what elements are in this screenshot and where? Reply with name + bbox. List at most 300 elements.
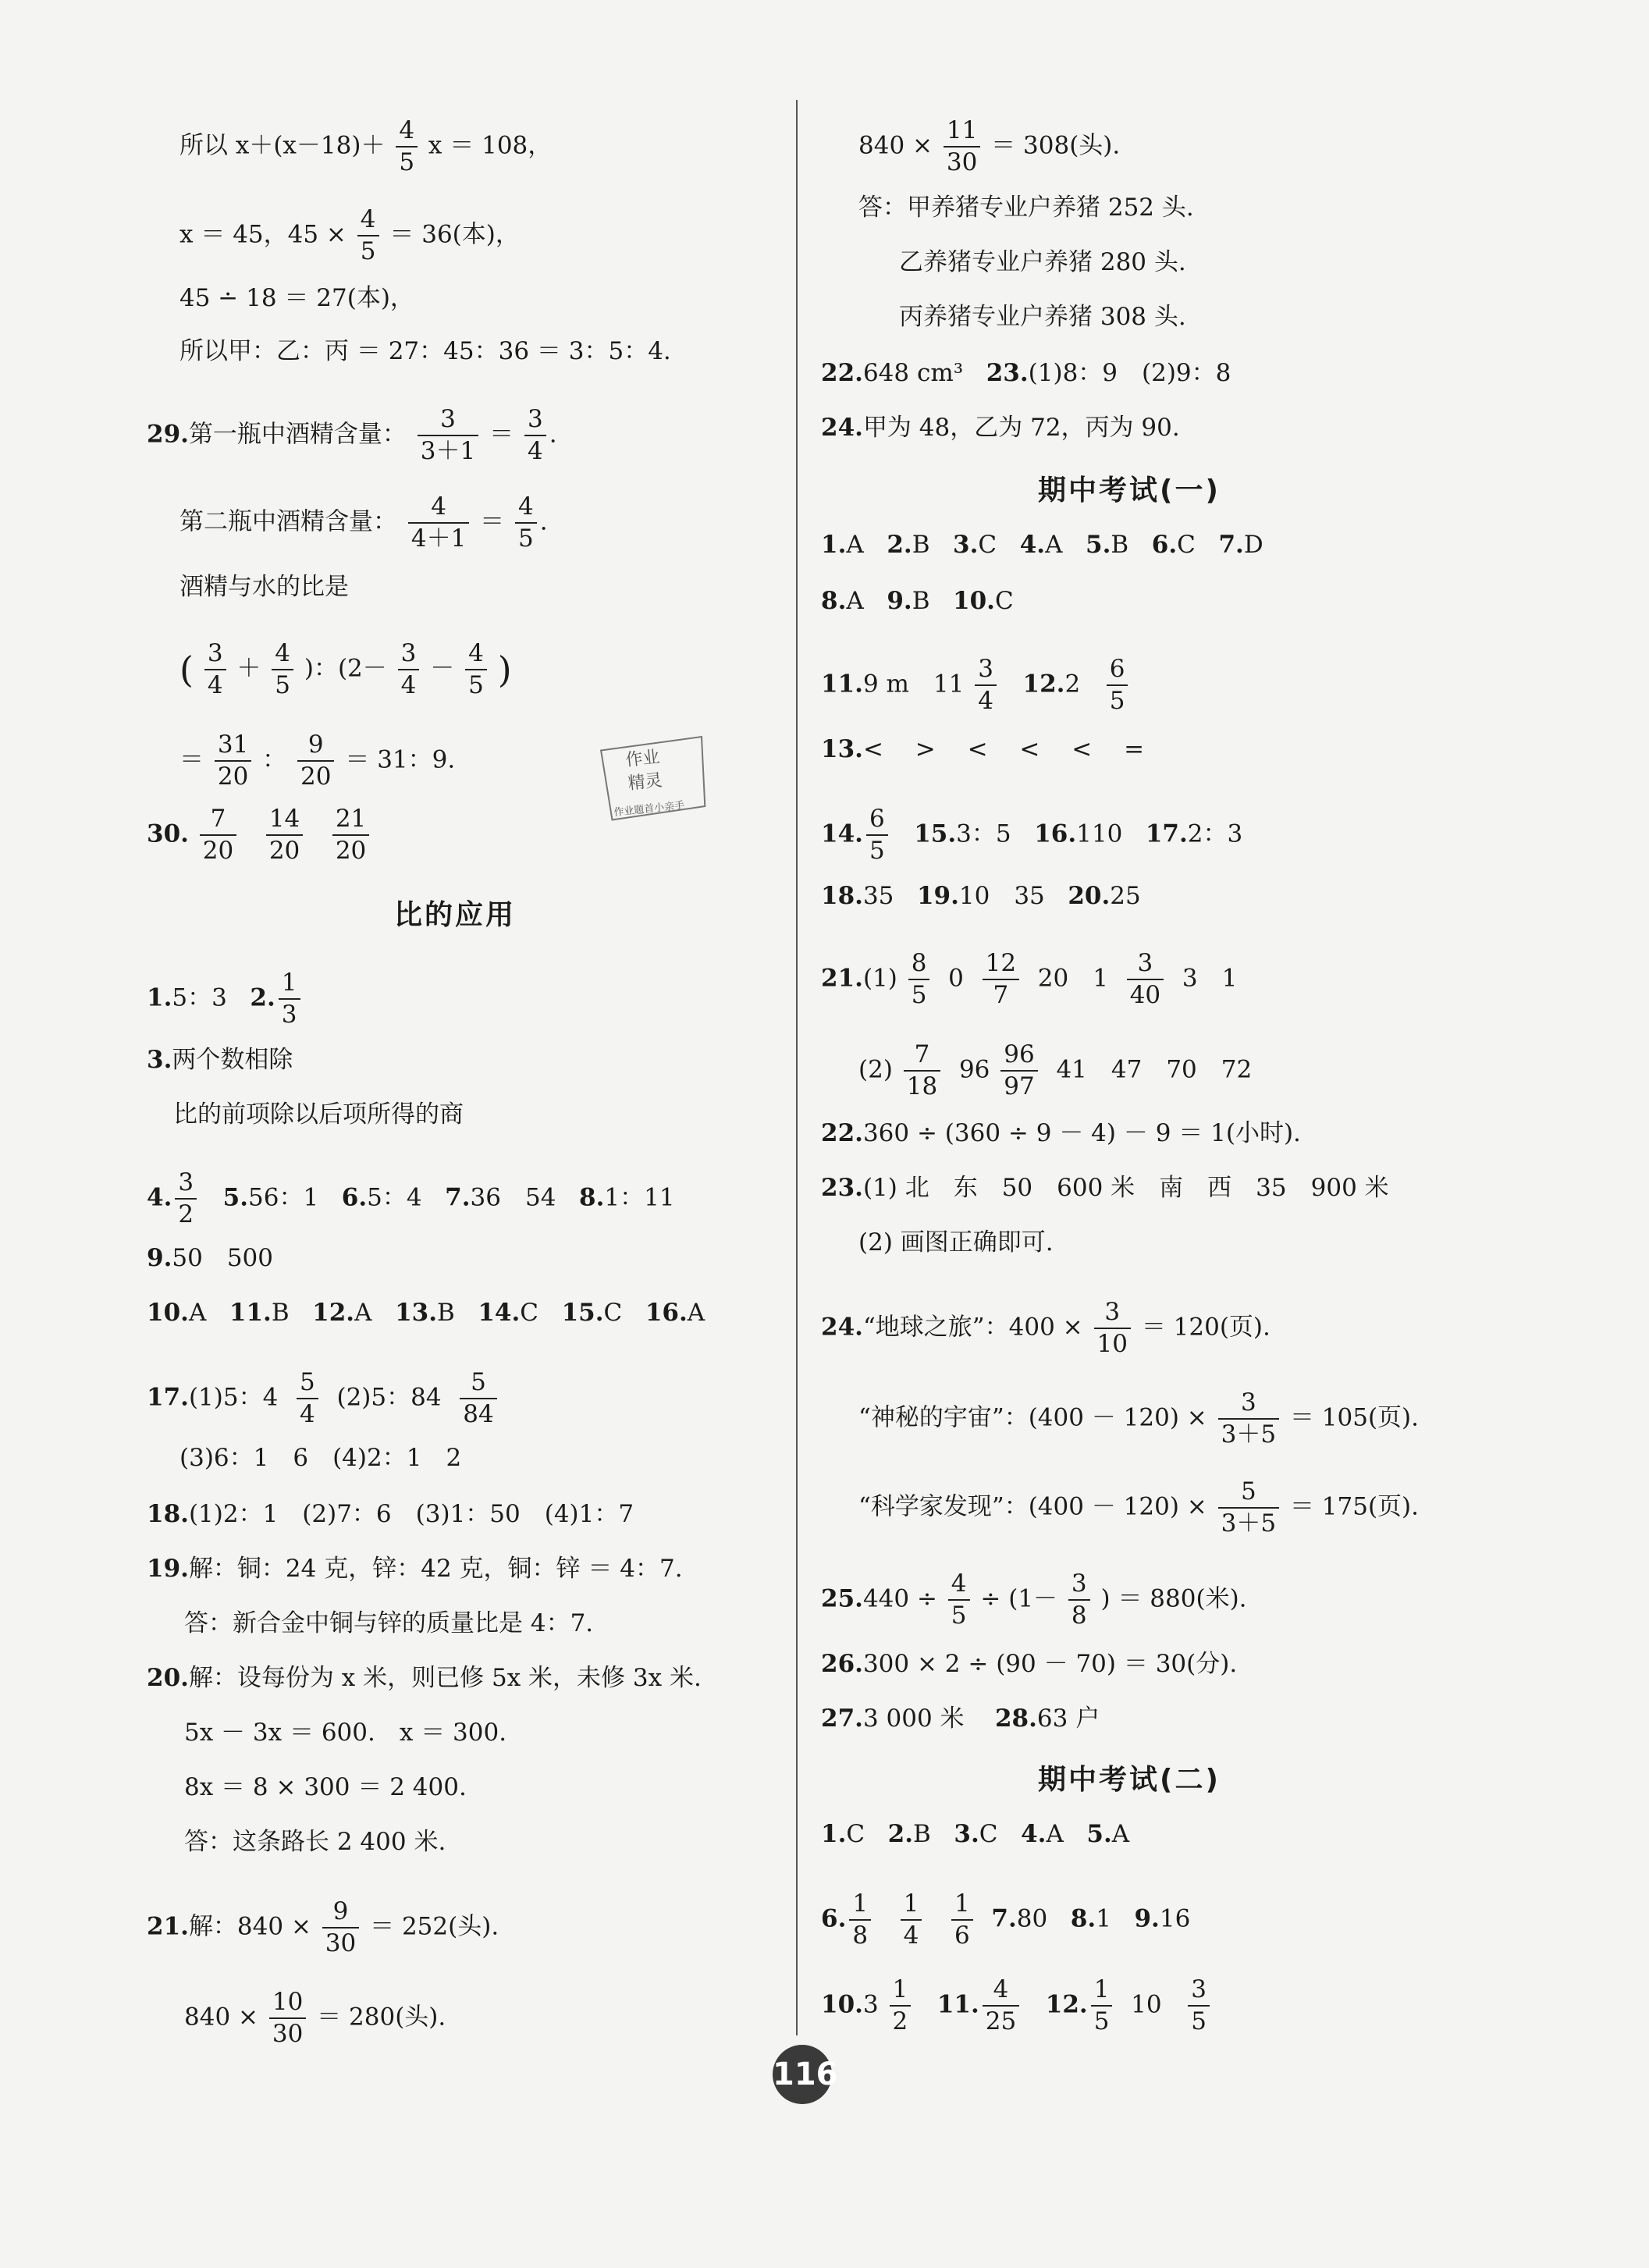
m27-28-line [821,1701,1100,1736]
numerator: 6 [1107,654,1128,686]
denominator: 5 [1093,2007,1110,2035]
denominator: 2 [892,2007,908,2035]
text: ＝ 308(头). [991,131,1121,160]
question-number: 12. [1045,1990,1088,2019]
answer: (1) [862,964,897,993]
answer: A [1111,1820,1130,1848]
text: ＋ [236,654,261,683]
fraction [357,204,379,267]
question-number: 30. [147,819,189,848]
denominator: 4 [400,670,417,699]
question-number: 20. [147,1664,189,1692]
r1-line [858,116,1120,178]
answer: A [188,1299,207,1327]
a17-line2: (3)6：1 6 (4)2：1 2 [179,1444,462,1472]
answer: 3 [862,1990,879,2019]
numerator: 5 [297,1367,318,1399]
text: . [549,420,557,449]
q29-line5 [179,730,455,792]
answer: 110 [1076,819,1123,848]
m8-10-line [821,584,1014,618]
stamp-text: 精灵 [627,770,663,795]
question-number: 8. [579,1183,605,1212]
m21-line [821,948,1237,1011]
question-number: 18. [821,882,863,910]
question-number: 7. [445,1183,471,1212]
fraction [1094,1297,1131,1360]
n6-9-line [821,1889,1190,1951]
a17-line [147,1367,500,1430]
question-number: 4. [1021,1820,1047,1848]
numerator: 1 [279,968,300,1000]
m18-20-line [821,879,1141,913]
question-number: 13. [821,735,863,763]
numerator: 3 [1068,1569,1090,1601]
line-l4: 所以甲：乙：丙 ＝ 27：45：36 ＝ 3：5：4. [179,337,671,365]
fraction [515,492,537,554]
text: ＝ 175(页). [1289,1492,1420,1521]
question-number: 12. [312,1299,355,1327]
numerator: 4 [396,116,418,148]
answer: 1 [1096,1904,1111,1933]
question-number: 23. [986,359,1029,387]
answer: 10 35 [958,882,1045,910]
denominator: 5 [468,670,484,699]
fraction [944,116,980,178]
fraction [1091,1975,1113,2037]
numerator: 3 [524,404,546,436]
question-number: 2. [250,983,275,1012]
denominator: 6 [954,1921,970,1950]
question-number: 29. [147,420,189,449]
question-number: 5. [1086,531,1111,559]
fraction [1127,948,1164,1011]
m24-line [821,1297,1271,1360]
answer: A [687,1299,705,1327]
answer: B [913,1820,931,1848]
m22-line [821,1116,1301,1150]
denominator: 5 [360,236,376,265]
answer: B [271,1299,290,1327]
fraction [266,804,303,866]
n10-12-line [821,1975,1213,2037]
fraction [204,638,226,701]
numerator: 3 [175,1168,197,1200]
a1-2-line [147,968,304,1030]
numerator: 12 [983,948,1019,980]
fraction [175,1168,197,1230]
question-number: 11. [936,1990,979,2019]
question-number: 21. [147,1912,189,1941]
fraction [332,804,369,866]
stamp-text: 作业题首小亲手 [613,799,685,819]
denominator: 84 [463,1399,494,1428]
question-number: 1. [147,983,172,1012]
text: 840 × [184,2003,258,2032]
fraction [1000,1040,1037,1102]
denominator: 5 [1109,686,1125,715]
answer: A [846,587,864,615]
text: ＝ 105(页). [1289,1403,1420,1432]
q30-line [147,804,372,866]
a4-8-line [147,1168,675,1230]
a20-line4: 答：这条路长 2 400 米. [184,1828,446,1856]
denominator: 30 [946,148,978,176]
fraction [215,730,251,792]
numerator: 4 [357,204,379,236]
denominator: 8 [852,1921,869,1950]
question-number: 28. [994,1705,1037,1733]
answer: 56：1 [248,1183,319,1212]
question-number: 7. [991,1904,1017,1933]
answer: A [1046,1820,1064,1848]
numerator: 1 [849,1889,871,1921]
answer: (1)5：4 [188,1383,279,1412]
question-number: 15. [914,819,957,848]
text: x ＝ 45，45 × [179,220,347,249]
numerator: 4 [948,1569,970,1601]
text: － [430,654,455,683]
question-number: 7. [1218,531,1244,559]
numerator: 5 [460,1367,496,1399]
answer: 5：3 [172,983,227,1012]
question-number: 14. [821,819,863,848]
denominator: 7 [993,980,1009,1009]
m25-line [821,1569,1247,1631]
numerator: 1 [890,1975,912,2007]
fraction [890,1975,912,2037]
numerator: 1 [901,1889,922,1921]
answer: 解：铜：24 克，锌：42 克，铜：锌 ＝ 4：7. [188,1555,683,1583]
m24-line3 [858,1477,1419,1539]
text: . [539,507,548,536]
a21-line [147,1897,499,1959]
a21-line2 [184,1987,446,2049]
fraction [908,948,930,1011]
question-number: 24. [821,1313,863,1342]
numerator: 8 [908,948,930,980]
numerator: 96 [1000,1040,1037,1072]
text: )：(2－ [304,654,387,683]
fraction [1218,1388,1279,1450]
question-number: 15. [561,1299,604,1327]
line-l2 [179,204,520,267]
text: ＝ 31：9. [345,745,456,774]
denominator: 3 [281,1000,297,1029]
denominator: 5 [911,980,927,1009]
denominator: 97 [1004,1072,1035,1100]
answer: 解：840 × [188,1912,311,1941]
answer: (1) 北 东 50 600 米 南 西 35 900 米 [862,1174,1389,1202]
question-number: 8. [1070,1904,1096,1933]
numerator: 4 [408,492,469,524]
denominator: 20 [335,836,367,865]
question-number: 19. [916,882,959,910]
question-number: 8. [821,587,847,615]
numerator: 4 [272,638,293,670]
denominator: 5 [869,836,885,865]
question-number: 27. [821,1705,863,1733]
denominator: 4 [903,1921,919,1950]
text: x ＝ 108， [428,131,553,160]
fraction [951,1889,973,1951]
denominator: 40 [1129,980,1161,1009]
text: ＝ 36(本)， [389,220,520,249]
denominator: 3＋5 [1221,1420,1277,1449]
numerator: 3 [1094,1297,1131,1329]
text: ) ＝ 880(米). [1100,1584,1247,1613]
question-number: 9. [887,587,912,615]
m24-line2 [858,1388,1419,1450]
answer: 20 1 [1037,964,1108,993]
fraction [269,1987,306,2049]
answer: 25 [1110,882,1141,910]
numerator: 7 [200,804,236,836]
text: ＝ [179,745,204,774]
text: 840 × [858,131,933,160]
question-number: 3. [954,1820,979,1848]
r3-line: 乙养猪专业户养猪 280 头. [899,248,1186,276]
numerator: 3 [1188,1975,1210,2007]
question-number: 2. [887,531,912,559]
a3-line2: 比的前项除以后项所得的商 [173,1100,464,1129]
question-number: 11. [229,1299,272,1327]
answer: 1：11 [604,1183,675,1212]
fraction [200,804,236,866]
numerator: 3 [975,654,997,686]
answer: 5：4 [367,1183,422,1212]
question-number: 17. [147,1383,189,1412]
numerator: 1 [1091,1975,1113,2007]
column-divider [796,100,798,2035]
question-number: 1. [821,531,847,559]
m14-17-line [821,804,1242,866]
denominator: 20 [202,836,234,865]
denominator: 4 [978,686,993,715]
answer: D [1243,531,1263,559]
numerator: 3 [418,404,478,436]
denominator: 30 [272,2019,304,2048]
answer: C [979,1820,998,1848]
a19-line2: 答：新合金中铜与锌的质量比是 4：7. [184,1609,594,1637]
answer: B [912,531,930,559]
answer: (2)5：84 [336,1383,442,1412]
answer: 0 [948,964,964,993]
answer: 3：5 [956,819,1011,848]
denominator: 2 [178,1200,194,1228]
fraction [983,948,1019,1011]
answer: < > < < < = [862,735,1145,763]
question-number: 19. [147,1555,189,1583]
denominator: 4＋1 [410,524,467,553]
denominator: 4 [300,1399,315,1428]
numerator: 7 [904,1040,940,1072]
fraction [904,1040,940,1102]
answer: 360 ÷ (360 ÷ 9 － 4) － 9 ＝ 1(小时). [862,1119,1301,1147]
answer: (1)8：9 (2)9：8 [1028,359,1231,387]
answer: A [846,531,864,559]
r6-line [821,411,1180,445]
m1-7-line [821,528,1263,562]
fraction [465,638,487,701]
answer: 300 × 2 ÷ (90 － 70) ＝ 30(分). [862,1650,1238,1678]
numerator: 10 [269,1987,306,2019]
numerator: 1 [951,1889,973,1921]
fraction [901,1889,922,1951]
answer: 甲为 48，乙为 72，丙为 90. [862,414,1180,442]
m13-line [821,732,1144,766]
text: ＝ 252(头). [370,1912,499,1941]
numerator: 9 [297,730,334,762]
text: “神秘的宇宙”：(400 － 120) × [858,1403,1207,1432]
answer: C [846,1820,865,1848]
question-number: 23. [821,1174,863,1202]
numerator: 21 [332,804,369,836]
answer: C [994,587,1014,615]
section-title: 期中考试(一) [1038,475,1221,507]
question-number: 22. [821,359,863,387]
denominator: 20 [300,762,332,791]
stamp-watermark [585,731,719,837]
fraction [975,654,997,716]
answer: (2) [858,1055,893,1084]
answer: A [354,1299,372,1327]
answer: 440 ÷ [862,1584,937,1613]
denominator: 3＋1 [420,436,476,465]
m11-12-line [821,654,1131,716]
line-l3: 45 ∸ 18 ＝ 27(本)， [179,284,414,312]
question-number: 11. [821,670,863,699]
question-number: 2. [887,1820,914,1848]
text: “科学家发现”：(400 － 120) × [858,1492,1207,1521]
answer: C [520,1299,539,1327]
answer: 3 000 米 [862,1705,965,1733]
question-number: 16. [645,1299,688,1327]
question-number: 12. [1022,670,1065,699]
question-number: 24. [821,414,863,442]
answer: 9 m 11 [862,670,965,699]
denominator: 5 [518,524,534,553]
numerator: 6 [866,804,888,836]
answer: 63 户 [1036,1705,1100,1733]
question-number: 13. [395,1299,437,1327]
fraction [1218,1477,1279,1539]
answer: 两个数相除 [172,1046,293,1074]
r5-line [821,356,1231,390]
question-number: 1. [821,1820,847,1848]
answer: “地球之旅”：400 × [862,1313,1083,1342]
text: ＝ [480,507,505,536]
fraction [322,1897,359,1959]
denominator: 4 [527,436,543,465]
text: ÷ (1－ [980,1584,1058,1613]
question-number: 9. [1134,1904,1160,1933]
section-title: 比的应用 [394,899,517,931]
section-title: 期中考试(二) [1038,1764,1221,1796]
fraction [524,404,546,467]
text: ： [262,745,287,774]
fraction [866,804,888,866]
question-number: 4. [147,1183,172,1212]
question-number: 6. [1151,531,1178,559]
a19-line [147,1552,683,1586]
answer: B [1111,531,1129,559]
numerator: 5 [1218,1477,1279,1509]
text: 第一瓶中酒精含量： [188,420,407,449]
a20-line3: 8x ＝ 8 × 300 ＝ 2 400. [184,1773,467,1801]
denominator: 3＋5 [1221,1509,1277,1537]
q29-line2 [179,492,548,554]
stamp-text: 作业 [624,747,661,771]
question-number: 17. [1145,819,1188,848]
fraction [272,638,293,701]
text: ＝ 120(页). [1141,1313,1271,1342]
text: ＝ 280(头). [317,2003,446,2032]
denominator: 5 [951,1601,967,1630]
numerator: 11 [944,116,980,148]
fraction [297,1367,318,1430]
answer: C [1177,531,1196,559]
answer: C [978,531,997,559]
fraction [279,968,300,1030]
question-number: 21. [821,964,863,993]
text: ＝ [489,420,514,449]
denominator: 5 [1191,2007,1207,2035]
fraction [983,1975,1019,2037]
fraction [1188,1975,1210,2037]
m21-line2 [858,1040,1252,1102]
r2-line: 答：甲养猪专业户养猪 252 头. [858,194,1194,222]
question-number: 10. [821,1990,863,2019]
numerator: 14 [266,804,303,836]
fraction [948,1569,970,1631]
denominator: 20 [217,762,249,791]
answer: B [437,1299,455,1327]
text: 第二瓶中酒精含量： [179,507,397,536]
fraction [297,730,334,792]
answer: 2 [1064,670,1081,699]
a10-16-line [147,1296,705,1330]
n1-5-line [821,1817,1129,1851]
numerator: 3 [1218,1388,1279,1420]
answer: 解：设每份为 x 米，则已修 5x 米，未修 3x 米. [188,1664,702,1692]
numerator: 4 [983,1975,1019,2007]
answer: 2：3 [1187,819,1243,848]
question-number: 25. [821,1584,863,1613]
a20-line2: 5x － 3x ＝ 600. x ＝ 300. [184,1719,507,1747]
fraction [396,116,418,178]
question-number: 9. [147,1244,172,1272]
numerator: 9 [322,1897,359,1929]
denominator: 5 [399,148,415,176]
fraction [460,1367,496,1430]
numerator: 3 [398,638,420,670]
q29-line4 [179,638,512,701]
answer: 80 [1016,1904,1048,1933]
m26-line [821,1647,1237,1681]
fraction [408,492,469,554]
a20-line [147,1661,702,1695]
answer: 36 54 [470,1183,556,1212]
q29-line3: 酒精与水的比是 [179,573,349,601]
q29-line1 [147,404,557,467]
numerator: 4 [515,492,537,524]
answer: 50 500 [172,1244,273,1272]
fraction [1107,654,1128,716]
answer: (1)2：1 (2)7：6 (3)1：50 (4)1：7 [188,1500,634,1528]
fraction [849,1889,871,1951]
question-number: 5. [222,1183,249,1212]
